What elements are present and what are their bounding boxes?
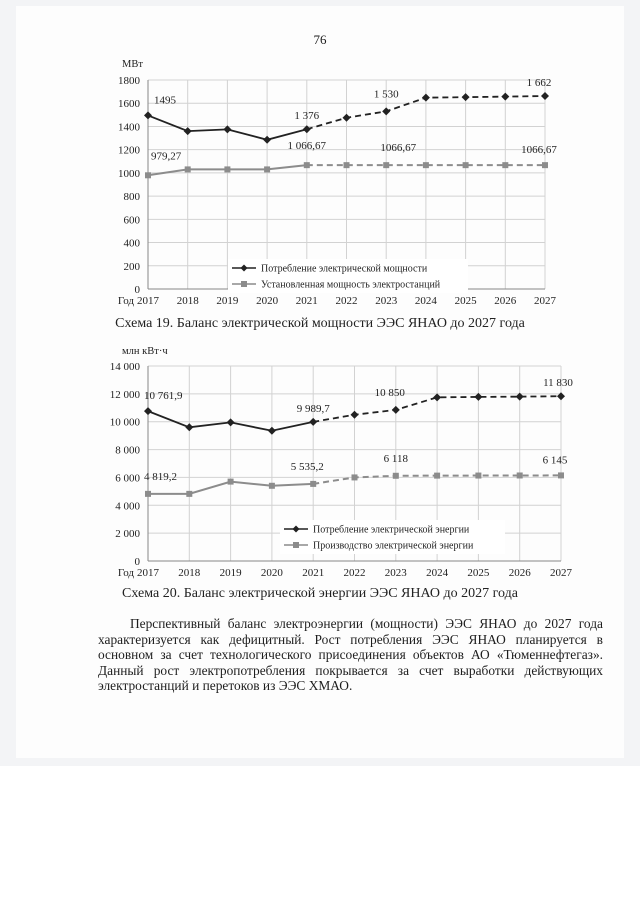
y-tick-label: 600 [123,214,140,227]
x-tick-label: 2019 [219,567,242,579]
x-tick-label: 2026 [508,567,531,579]
y-tick-label: 1400 [118,121,140,134]
x-tick-label: 2021 [302,567,325,579]
legend-label: Потребление электрической энергии [313,524,470,536]
x-tick-label: 2020 [260,567,283,579]
y-unit-label: МВт [122,59,143,70]
data-point [227,418,235,426]
data-point [434,473,440,479]
y-tick-label: 0 [134,284,140,296]
x-axis-prefix: Год [117,567,134,579]
x-tick-label: 2023 [384,567,407,579]
x-tick-label: 2017 [137,567,159,579]
x-tick-label: 2018 [178,567,201,579]
data-label: 1066,67 [380,142,417,155]
legend-label: Потребление электрической мощности [261,263,428,275]
y-tick-label: 12 000 [109,388,140,401]
y-tick-label: 6 000 [115,472,140,485]
x-tick-label: 2024 [414,295,437,307]
data-label: 9 989,7 [296,402,330,415]
data-point [351,411,359,419]
y-tick-label: 10 000 [109,416,140,429]
data-label: 10 761,9 [144,390,183,403]
legend-label: Производство электрической энергии [313,540,474,552]
data-point [517,472,523,478]
y-tick-label: 400 [123,237,140,250]
y-tick-label: 1200 [118,144,140,157]
data-label: 1 662 [526,77,552,90]
y-tick-label: 200 [123,260,140,273]
data-label: 1495 [154,94,176,107]
chart-caption-2: Схема 20. Баланс электрической энергии ЭЭС ЯНАО до 2027 года [122,586,518,601]
data-point [144,407,152,415]
data-label: 979,27 [151,150,182,163]
data-point [185,423,193,431]
data-point [145,491,151,497]
x-tick-label: 2018 [176,295,199,307]
data-label: 4 819,2 [144,470,177,483]
legend-label: Установленная мощность электростанций [261,279,441,291]
x-axis-prefix: Год [117,295,134,307]
data-label: 10 850 [374,386,405,399]
x-tick-label: 2023 [375,295,398,307]
data-label: 1 376 [294,110,320,123]
page-number: 76 [313,32,327,47]
data-point [310,481,316,487]
x-tick-label: 2022 [343,567,366,579]
data-point [268,427,276,435]
data-label: 1 066,67 [287,140,327,153]
data-label: 1066,67 [521,144,557,157]
data-label: 5 535,2 [290,460,324,473]
data-point [475,473,481,479]
chart-caption-1: Схема 19. Баланс электрической мощности ЭЭС ЯНАО до 2027 года [115,316,525,331]
x-tick-label: 2022 [335,295,358,307]
data-label: 11 830 [543,377,573,390]
x-tick-label: 2026 [494,295,517,307]
x-tick-label: 2019 [216,295,239,307]
y-tick-label: 1600 [118,98,140,111]
x-tick-label: 2025 [454,295,477,307]
x-tick-label: 2020 [256,295,279,307]
data-point [558,472,564,478]
x-tick-label: 2025 [467,567,490,579]
data-label: 6 118 [383,452,408,465]
data-point [433,393,441,401]
data-point [269,483,275,489]
data-label: 1 530 [373,88,399,101]
y-tick-label: 800 [123,191,140,204]
y-tick-label: 1800 [118,75,140,87]
data-point [228,479,234,485]
y-tick-label: 4 000 [115,500,140,513]
data-point [309,418,317,426]
data-point [186,491,192,497]
data-point [352,474,358,480]
body-paragraph: Перспективный баланс электроэнергии (мощности) ЭЭС ЯНАО до 2027 года характеризуется как дефицитный. Рост потребления ЭЭС ЯНАО планируется в основном за счет технологического присоединения объектов АО «Тюменнефтегаз». Данный рост электропотребления покрывается за счет выработки действующих электростанций и перетоков из ЭЭС ХМАО. [98,616,603,693]
data-label: 6 145 [542,454,568,467]
legend-marker [293,542,299,548]
x-tick-label: 2017 [137,295,159,307]
y-tick-label: 8 000 [115,444,140,457]
y-tick-label: 14 000 [109,361,140,373]
x-tick-label: 2027 [550,567,572,579]
y-unit-label: млн кВт·ч [122,346,168,357]
x-tick-label: 2027 [534,295,556,307]
y-tick-label: 2 000 [115,528,140,541]
y-tick-label: 1000 [118,167,140,180]
y-tick-label: 0 [134,556,140,568]
x-tick-label: 2021 [295,295,318,307]
data-point [393,473,399,479]
data-point [392,406,400,414]
x-tick-label: 2024 [426,567,449,579]
